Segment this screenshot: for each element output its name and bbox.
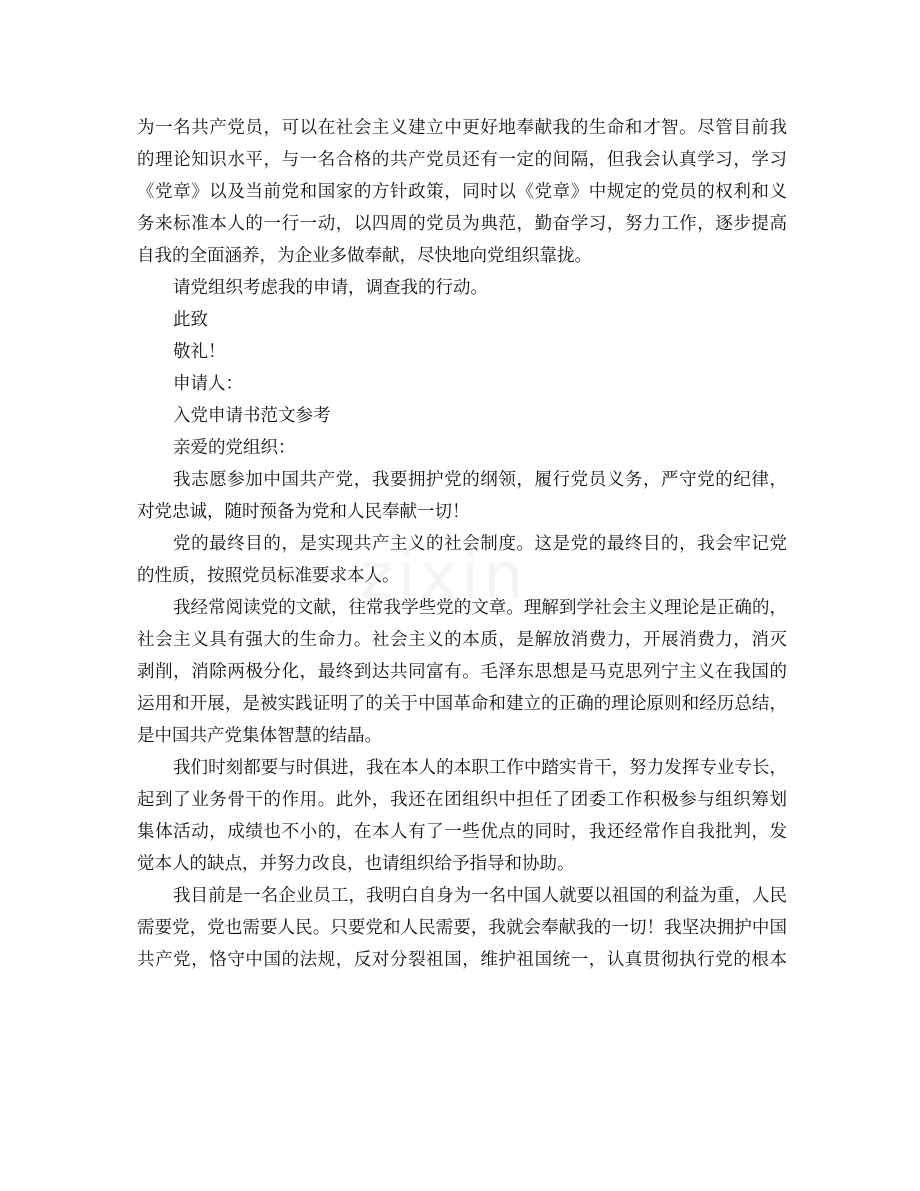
paragraph (137, 432, 787, 464)
text-line: 觉本人的缺点，并努力改良，也请组织给予指导和协助。 (137, 854, 575, 874)
text-line: 我们时刻都要与时俱进，我在本人的本职工作中踏实肯干，努力发挥专业专长， (173, 758, 787, 778)
text-line: 需要党，党也需要人民。只要党和人民需要，我就会奉献我的一切！我坚决拥护中国 (137, 918, 787, 938)
paragraph (137, 112, 787, 272)
text-line: 社会主义具有强大的生命力。社会主义的本质，是解放消费力，开展消费力，消灭 (137, 630, 787, 650)
paragraph (137, 336, 787, 368)
paragraph (137, 592, 787, 752)
paragraph (137, 304, 787, 336)
paragraph (137, 400, 787, 432)
text-line: 是中国共产党集体智慧的结晶。 (137, 726, 382, 746)
text-line: 党的最终目的，是实现共产主义的社会制度。这是党的最终目的，我会牢记党 (173, 534, 787, 554)
paragraph (137, 880, 787, 976)
text-line: 共产党，恪守中国的法规，反对分裂祖国，维护祖国统一，认真贯彻执行党的根本 (137, 950, 787, 970)
text-line: 申请人： (173, 374, 243, 394)
text-line: 起到了业务骨干的作用。此外，我还在团组织中担任了团委工作积极参与组织筹划 (137, 790, 787, 810)
text-line: 的性质，按照党员标准要求本人。 (137, 566, 400, 586)
paragraph (137, 368, 787, 400)
paragraph (137, 464, 787, 528)
text-line: 自我的全面涵养，为企业多做奉献，尽快地向党组织靠拢。 (137, 246, 592, 266)
text-line: 的理论知识水平，与一名合格的共产党员还有一定的间隔，但我会认真学习，学习 (137, 150, 787, 170)
document-body (137, 112, 787, 976)
text-line: 敬礼！ (173, 342, 226, 362)
text-line: 请党组织考虑我的申请，调查我的行动。 (173, 278, 488, 298)
text-line: 此致 (173, 310, 208, 330)
text-line: 运用和开展，是被实践证明了的关于中国革命和建立的正确的理论原则和经历总结， (137, 694, 787, 714)
paragraph (137, 528, 787, 592)
text-line: 务来标准本人的一行一动，以四周的党员为典范，勤奋学习，努力工作，逐步提高 (137, 214, 787, 234)
text-line: 我目前是一名企业员工，我明白自身为一名中国人就要以祖国的利益为重，人民 (173, 886, 787, 906)
text-line: 对党忠诚，随时预备为党和人民奉献一切！ (137, 502, 470, 522)
text-line: 我志愿参加中国共产党，我要拥护党的纲领，履行党员义务，严守党的纪律， (173, 470, 787, 490)
text-line: 入党申请书范文参考 (173, 406, 331, 426)
text-line: 集体活动，成绩也不小的，在本人有了一些优点的同时，我还经常作自我批判，发 (137, 822, 787, 842)
text-line: 为一名共产党员，可以在社会主义建立中更好地奉献我的生命和才智。尽管目前我 (137, 118, 787, 138)
paragraph (137, 752, 787, 880)
text-line: 剥削，消除两极分化，最终到达共同富有。毛泽东思想是马克思列宁主义在我国的 (137, 662, 787, 682)
paragraph (137, 272, 787, 304)
text-line: 《党章》以及当前党和国家的方针政策，同时以《党章》中规定的党员的权利和义 (137, 182, 787, 202)
text-line: 亲爱的党组织： (173, 438, 296, 458)
text-line: 我经常阅读党的文献，往常我学些党的文章。理解到学社会主义理论是正确的， (173, 598, 787, 618)
